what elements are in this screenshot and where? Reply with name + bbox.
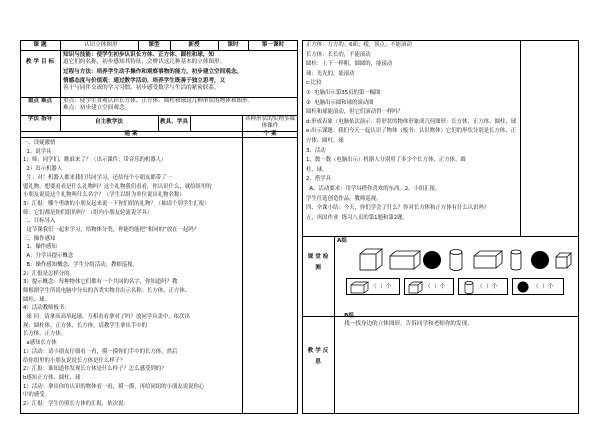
body-line: 现：圆柱体、正方体、长方体，请教学生拿出手中的 [23, 322, 147, 329]
tools-label: 教具、学具 [160, 119, 188, 125]
practice-label: 课 堂 检 测 [307, 254, 331, 271]
sphere-icon [423, 251, 441, 269]
guide-label: 学法 指导 [27, 116, 53, 122]
period-label: 课时 [227, 42, 239, 48]
body-line: 1）活动：拿出你的认识的物体看一看，摸一摸，再给同组的小朋友说说你心 [23, 383, 205, 390]
body-line: 五、巩固作业 练习八页的第1题和第2题。 [306, 214, 408, 221]
body-line: 1、操作感知 [23, 244, 57, 251]
goals-line: 善于与同伴交流的学习习惯，初步感受数学与生活的紧密联系。 [63, 85, 220, 92]
body-line: 师：它们都是你们组的吗？（组内小朋友轮流说学具） [23, 209, 153, 216]
common-header: 通 案 [124, 131, 138, 137]
key-text [63, 98, 295, 113]
body-line: 3）汇报：哪个勇敢的小朋友起来说一下你们组的礼物？（抽请个别学生汇报） [23, 200, 210, 207]
body-line: 中的感受。 [23, 392, 50, 399]
body-line: 球：光光的，能滚动 [306, 70, 355, 77]
body-line: 3、活动 [306, 147, 326, 154]
body-line: 正方体：方方的；6面；棱，顶点；不能滚动 [306, 42, 412, 48]
body-line: b感知正方体、圆柱、球 [23, 374, 81, 381]
body-line: 1）师：同学们，瞧谁来了？（出示课件：带音乐的机器人） [23, 157, 167, 164]
cube-icon [360, 249, 382, 270]
body-line: 2）汇报：谁知道你发现长方体是什么样子？怎么感受到的？ [23, 366, 167, 373]
cuboid-icon [350, 280, 370, 294]
personal-header: 个 案 [263, 131, 277, 137]
body-line: 2）汇报：学生仿照长方体的汇报，依次说： [23, 401, 129, 408]
body-line: c:比较 [306, 80, 322, 87]
count-box[interactable] [512, 278, 564, 295]
body-line: 柱、球。 [306, 166, 328, 173]
goals-line: 情感态度与价值观：通过数学活动，培养学生既善于独立思考，又 [63, 77, 226, 84]
body-line: 方体、圆柱、球 [306, 137, 344, 144]
cuboid-icon [390, 251, 420, 269]
body-line: 圆柱和球能滚动，但它们滚动得一样吗？ [306, 109, 404, 116]
body-line: 3）提示概念：每种物体它们都有一个共同的名字，你知道吗？教 [23, 279, 178, 286]
body-line: 这节课我们一起来学习，给物体分类，你能约能把“相同的”放在一起吗？ [23, 227, 200, 234]
shapes-row [340, 246, 576, 274]
topic-value: 认识立体图形 [84, 42, 118, 48]
left-body [23, 139, 241, 409]
body-line: 小朋友说说这个礼物叫什么名字？（学生以组为单位说出礼物名称） [23, 192, 185, 199]
body-line: 学生任选创造作品，教师巡视。 [306, 195, 382, 202]
period-value: 第一课时 [261, 42, 285, 48]
body-line: 四、全课小结：今天，你们学会了什么？你对长方体和正方体有什么认识吗？ [306, 205, 490, 212]
goals-text [63, 52, 295, 92]
body-line: 师根据学生所说电脑中分出的各类实物并出示名称：长方体、正方体、 [23, 287, 191, 294]
count-label: （ ）个 [371, 284, 392, 290]
guide-method: 自主教学法 [95, 119, 123, 125]
count-box[interactable] [458, 278, 508, 295]
sphere-icon [531, 251, 549, 269]
body-line: 1、说学具 [23, 148, 52, 155]
goals-line: 道它们的名称，初步感知其特征，会辨认这几种基本的立体图形。 [63, 59, 226, 66]
body-line: A：分学具提示概念 [23, 253, 74, 260]
body-line: 1）活动：请小朋友仔细看一看，摸一摸你们手中的长方体，然后 [23, 348, 178, 355]
body-line: d:形成表象（电脑依次演示：将形状的物体形象成几何图形：长方体、正方体、圆柱、球 [306, 118, 517, 125]
body-line: 2、搭学具 [306, 176, 331, 183]
cube-icon [408, 280, 424, 294]
body-line: 二、目标导入 [23, 218, 56, 225]
count-label: （ ）个 [533, 284, 554, 290]
body-line: 三、操作感知 [23, 235, 56, 242]
body-line: B：操作感知概念，学生分组活动，教师巡视。 [23, 261, 138, 268]
key-line: 重点：使学生直观认识长方体、正方体、圆柱和球这几种形状的物体和图形。 [63, 98, 254, 104]
key-label: 重点 难点 [27, 98, 53, 104]
type-value: 新授 [188, 42, 200, 48]
body-line: 生：对！机器人都来我们共同学习，还给每个小朋友都带了一 [23, 174, 172, 181]
cylinder-icon [511, 250, 521, 270]
group-b-text: 找一找身边的立体图形，告诉同学和老师你的发现。 [344, 320, 473, 327]
cylinder-icon [463, 280, 475, 295]
body-line: 4）活动教师板书： [23, 305, 70, 312]
sphere-icon [516, 280, 530, 294]
body-line: ① 电脑出示第35页的第一幅图 [306, 89, 381, 96]
key-line: 难点：初步建立空间观念。 [63, 105, 131, 112]
body-line: 1、数一数（电脑出示）机器人分别用了多少个长方体、正方体、圆 [306, 157, 466, 164]
body-line: 2）出示机器人 [23, 166, 63, 173]
goals-line: 知识与技能：使学生初步认识长方体、正方体、圆柱和球，知 [63, 52, 215, 58]
body-line: 圆柱、球。 [23, 296, 50, 303]
body-line: 长方体、正方体。 [23, 331, 67, 338]
body-line: e:出示课题：我们今天一起认识了物体（板书：认识物体）它们的形状分别是长方体、正 [306, 128, 516, 135]
body-line: A、活动要求：用学具搭你喜欢的东西。2、小组汇报。 [306, 185, 441, 192]
cylinder-icon [450, 250, 462, 271]
body-line: 一、设疑激情 [23, 140, 56, 146]
count-label: （ ）个 [425, 284, 446, 290]
body-line: 盟礼物，想要看看是什么礼物吗？这个礼物我们看看，你认识什么，就给组里的 [23, 183, 212, 190]
body-line: 圆柱：上下一样粗，圆圆的，能滚动 [306, 61, 393, 68]
count-box[interactable] [346, 278, 400, 295]
body-line: 2）汇报是怎样分的。 [23, 270, 75, 277]
topic-label: 课 题 [33, 42, 47, 48]
goals-line: 过程与方法：培养学生动手操作和观察事物的能力，初步建立空间观念。 [63, 68, 243, 75]
body-line: a感知长方体 [23, 340, 57, 347]
tools-value: 各种形状的实物多媒体课件 [244, 116, 296, 130]
body-line: 长方体：长长的，不能滚动 [306, 51, 371, 58]
body-line: 给你组里的小朋友说说长方体是什么样子？ [23, 357, 126, 364]
cuboid-icon [474, 251, 502, 268]
count-label: （ ）个 [477, 284, 498, 290]
type-label: 课型 [148, 42, 160, 48]
count-box[interactable] [404, 278, 454, 295]
reflection-label: 教 学 反 思 [307, 348, 331, 365]
goals-label: 教 学 目 标 [25, 59, 55, 65]
body-line: 球 问：请拿高高举起球，互相看看拿对了吗？放同学具盖中，依次出 [23, 314, 190, 321]
body-line: ② 电脑出示圆和球的滚动图 [306, 99, 374, 106]
group-a-label: A组 [337, 238, 347, 244]
group-b-label: B组 [344, 313, 354, 320]
right-body [306, 41, 518, 223]
group-b [337, 306, 575, 335]
cube-icon [556, 253, 571, 268]
